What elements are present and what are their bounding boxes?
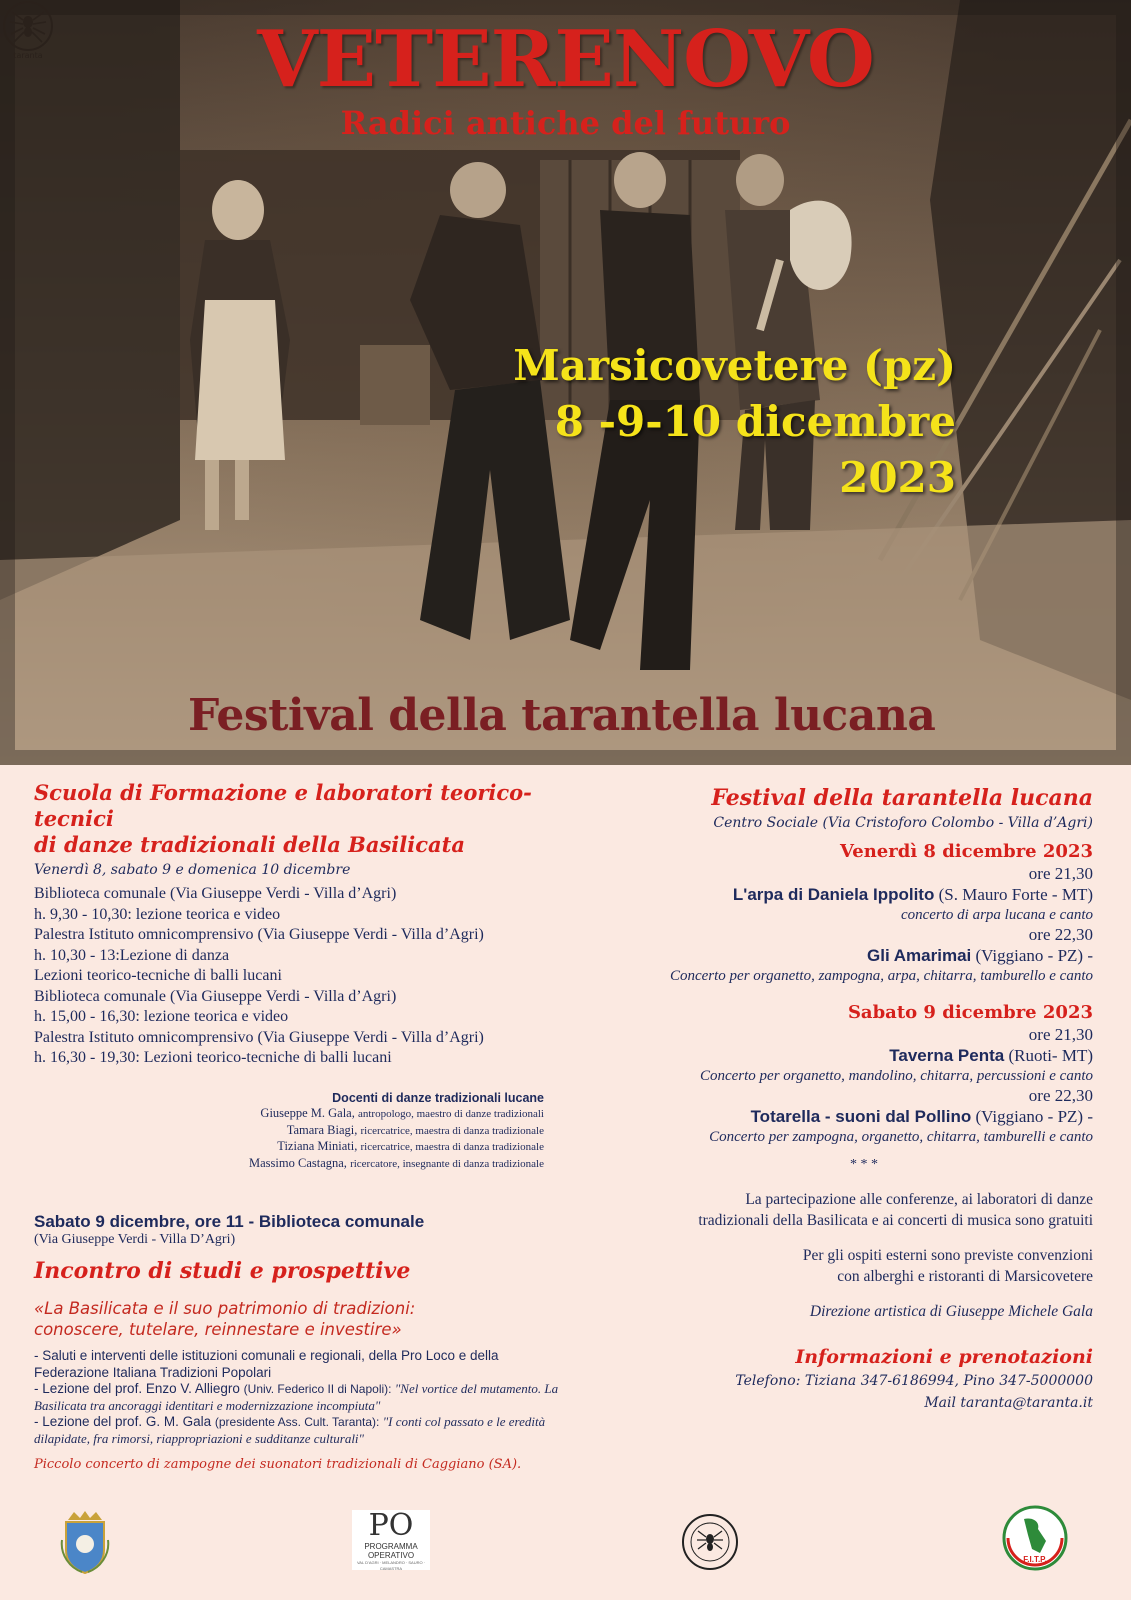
bullet-lecture-title: "I conti col passato e le eredità dilapidate, fra rimorsi, riappropriazioni e sudditanze culturali": [34, 1414, 546, 1446]
accommodation-note: [575, 1245, 1093, 1287]
quote-line: «La Basilicata e il suo patrimonio di tradizioni:: [34, 1299, 416, 1318]
schedule-line: Biblioteca comunale (Via Giuseppe Verdi - Villa d’Agri): [34, 987, 397, 1005]
act-name: L'arpa di Daniela Ippolito: [732, 885, 935, 904]
contact-mail: Mail taranta@taranta.it: [924, 1395, 1093, 1411]
note-line: La partecipazione alle conferenze, ai laboratori di danze: [745, 1191, 1093, 1208]
event-time: ore 21,30: [1028, 1025, 1093, 1044]
quote-line: conoscere, tutelare, reinnestare e investire»: [34, 1320, 402, 1339]
schedule-line: Lezioni teorico-tecniche di balli lucani: [34, 967, 282, 984]
bullet-lecture-title: "Nel vortice del mutamento. La Basilicata tra ancoraggi identitari e modernizzazione incompiuta": [34, 1381, 559, 1413]
po-line1: PROGRAMMA: [364, 1542, 418, 1551]
bullet-affiliation: (presidente Ass. Cult. Taranta):: [214, 1415, 383, 1429]
teachers-heading: Docenti di danze tradizionali lucane: [332, 1090, 544, 1105]
teacher-role: ricercatore, insegnante di danza tradizionale: [350, 1157, 544, 1170]
po-line2: OPERATIVO: [367, 1551, 415, 1560]
act-name: Totarella - suoni dal Pollino: [750, 1107, 972, 1126]
po-line3: VAL D'AGRI · MELANDRO · SAURO · CAMASTRA: [356, 1560, 426, 1571]
festival-venue: Centro Sociale (Via Cristoforo Colombo - Villa d’Agri): [713, 815, 1093, 831]
act-origin: (S. Mauro Forte - MT): [934, 885, 1093, 904]
contact-phone: Telefono: Tiziana 347-6186994, Pino 347-5000000: [735, 1373, 1093, 1389]
meeting-bullet: [34, 1414, 564, 1447]
school-days: Venerdì 8, sabato 9 e domenica 10 dicembre: [34, 862, 351, 878]
act-name: Taverna Penta: [889, 1046, 1005, 1065]
left-column: [34, 780, 564, 1485]
act-origin: (Viggiano - PZ) -: [971, 946, 1093, 965]
event-desc: Concerto per organetto, zampogna, arpa, chitarra, tamburello e canto: [669, 968, 1093, 984]
event-act: [575, 1106, 1093, 1127]
taranta-spider-icon: [0, 0, 56, 60]
teacher-role: antropologo, maestro di danze tradizionali: [357, 1108, 544, 1120]
artistic-direction: Direzione artistica di Giuseppe Michele Gala: [809, 1303, 1093, 1320]
schedule-line: h. 16,30 - 19,30: Lezioni teorico-tecniche di balli lucani: [34, 1049, 392, 1066]
schedule-line: Palestra Istituto omnicomprensivo (Via Giuseppe Verdi - Villa d’Agri): [34, 926, 484, 943]
event-time: ore 22,30: [1028, 925, 1093, 944]
teacher-name: Tiziana Miniati,: [277, 1139, 358, 1153]
note-line: Per gli ospiti esterni sono previste convenzioni: [802, 1247, 1093, 1264]
event-desc: concerto di arpa lucana e canto: [900, 907, 1093, 923]
poster-subtitle: Radici antiche del futuro: [340, 104, 791, 142]
event-time: ore 22,30: [1028, 1086, 1093, 1105]
teacher-name: Massimo Castagna,: [249, 1155, 347, 1170]
event-desc: Concerto per zampogna, organetto, chitarra, tamburelli e canto: [709, 1129, 1093, 1145]
fitp-logo: [1002, 1505, 1068, 1571]
meeting-bullet: - Saluti e interventi delle istituzioni comunali e regionali, della Pro Loco e della Federazione Italiana Tradizioni Popolari: [34, 1348, 499, 1380]
act-origin: (Viggiano - PZ) -: [971, 1107, 1093, 1126]
festival-day2: Sabato 9 dicembre 2023: [847, 1002, 1093, 1023]
event-act: [575, 884, 1093, 905]
meeting-bullet: [34, 1381, 564, 1414]
teacher-row: [34, 1123, 544, 1140]
taranta-association-seal-icon: [680, 1512, 740, 1572]
meeting-quote: [34, 1298, 564, 1340]
separator-stars: * * *: [850, 1157, 878, 1172]
schedule-line: h. 10,30 - 13:Lezione di danza: [34, 946, 230, 964]
event-time: ore 21,30: [1028, 864, 1093, 883]
right-column: [575, 785, 1093, 1414]
event-dates: 8 -9-10 dicembre 2023: [554, 397, 956, 502]
note-line: tradizionali della Basilicata e ai concerti di musica sono gratuiti: [698, 1212, 1093, 1229]
schedule-line: h. 15,00 - 16,30: lezione teorica e video: [34, 1008, 289, 1025]
teacher-row: [34, 1106, 544, 1123]
event-place: Marsicovetere (pz): [513, 341, 956, 390]
event-act: [575, 945, 1093, 966]
bullet-lead: - Lezione del prof. Enzo V. Alliegro: [34, 1381, 240, 1396]
festival-banner: Festival della tarantella lucana: [188, 690, 936, 741]
po-program-logo: [352, 1510, 430, 1570]
note-line: con alberghi e ristoranti di Marsicovetere: [837, 1268, 1093, 1285]
event-desc: Concerto per organetto, mandolino, chitarra, percussioni e canto: [699, 1068, 1093, 1084]
event-act: [575, 1045, 1093, 1066]
teacher-role: ricercatrice, maestra di danza tradizionale: [360, 1124, 544, 1137]
svg-text:taranta: taranta: [13, 51, 43, 60]
bullet-lead: - Lezione del prof. G. M. Gala: [34, 1414, 212, 1429]
school-title-line2: di danze tradizionali della Basilicata: [34, 832, 465, 857]
school-schedule: [34, 884, 564, 1069]
poster-title: VETERENOVO: [257, 14, 874, 105]
meeting-heading: Sabato 9 dicembre, ore 11 - Biblioteca comunale: [34, 1212, 425, 1231]
bullet-affiliation: (Univ. Federico II di Napoli):: [243, 1382, 395, 1396]
po-letters: PO: [368, 1508, 414, 1543]
meeting-address: (Via Giuseppe Verdi - Villa D’Agri): [34, 1232, 236, 1247]
school-title-line1: Scuola di Formazione e laboratori teorico-tecnici: [34, 780, 532, 831]
municipal-crest-icon: [60, 1510, 110, 1574]
meeting-closing: Piccolo concerto di zampogne dei suonatori tradizionali di Caggiano (SA).: [34, 1457, 522, 1472]
teacher-row: [34, 1156, 544, 1173]
teacher-row: [34, 1139, 544, 1156]
fitp-text: F.I.T.P.: [1023, 1555, 1047, 1564]
teacher-name: Giuseppe M. Gala,: [260, 1106, 355, 1120]
festival-day1: Venerdì 8 dicembre 2023: [839, 841, 1093, 862]
participation-note: [575, 1189, 1093, 1231]
teacher-name: Tamara Biagi,: [286, 1122, 358, 1137]
schedule-line: Palestra Istituto omnicomprensivo (Via Giuseppe Verdi - Villa d’Agri): [34, 1028, 484, 1046]
festival-title: Festival della tarantella lucana: [711, 785, 1093, 811]
teacher-role: ricercatrice, maestra di danza tradizionale: [360, 1141, 544, 1153]
info-title: Informazioni e prenotazioni: [795, 1346, 1093, 1368]
event-place-dates: [456, 338, 956, 506]
header-photo: [0, 0, 1131, 765]
teachers-list: [34, 1091, 544, 1173]
act-origin: (Ruoti- MT): [1004, 1046, 1093, 1065]
schedule-line: Biblioteca comunale (Via Giuseppe Verdi - Villa d’Agri): [34, 885, 397, 902]
act-name: Gli Amarimai: [867, 946, 972, 965]
meeting-title: Incontro di studi e prospettive: [34, 1258, 411, 1284]
schedule-line: h. 9,30 - 10,30: lezione teorica e video: [34, 905, 281, 923]
